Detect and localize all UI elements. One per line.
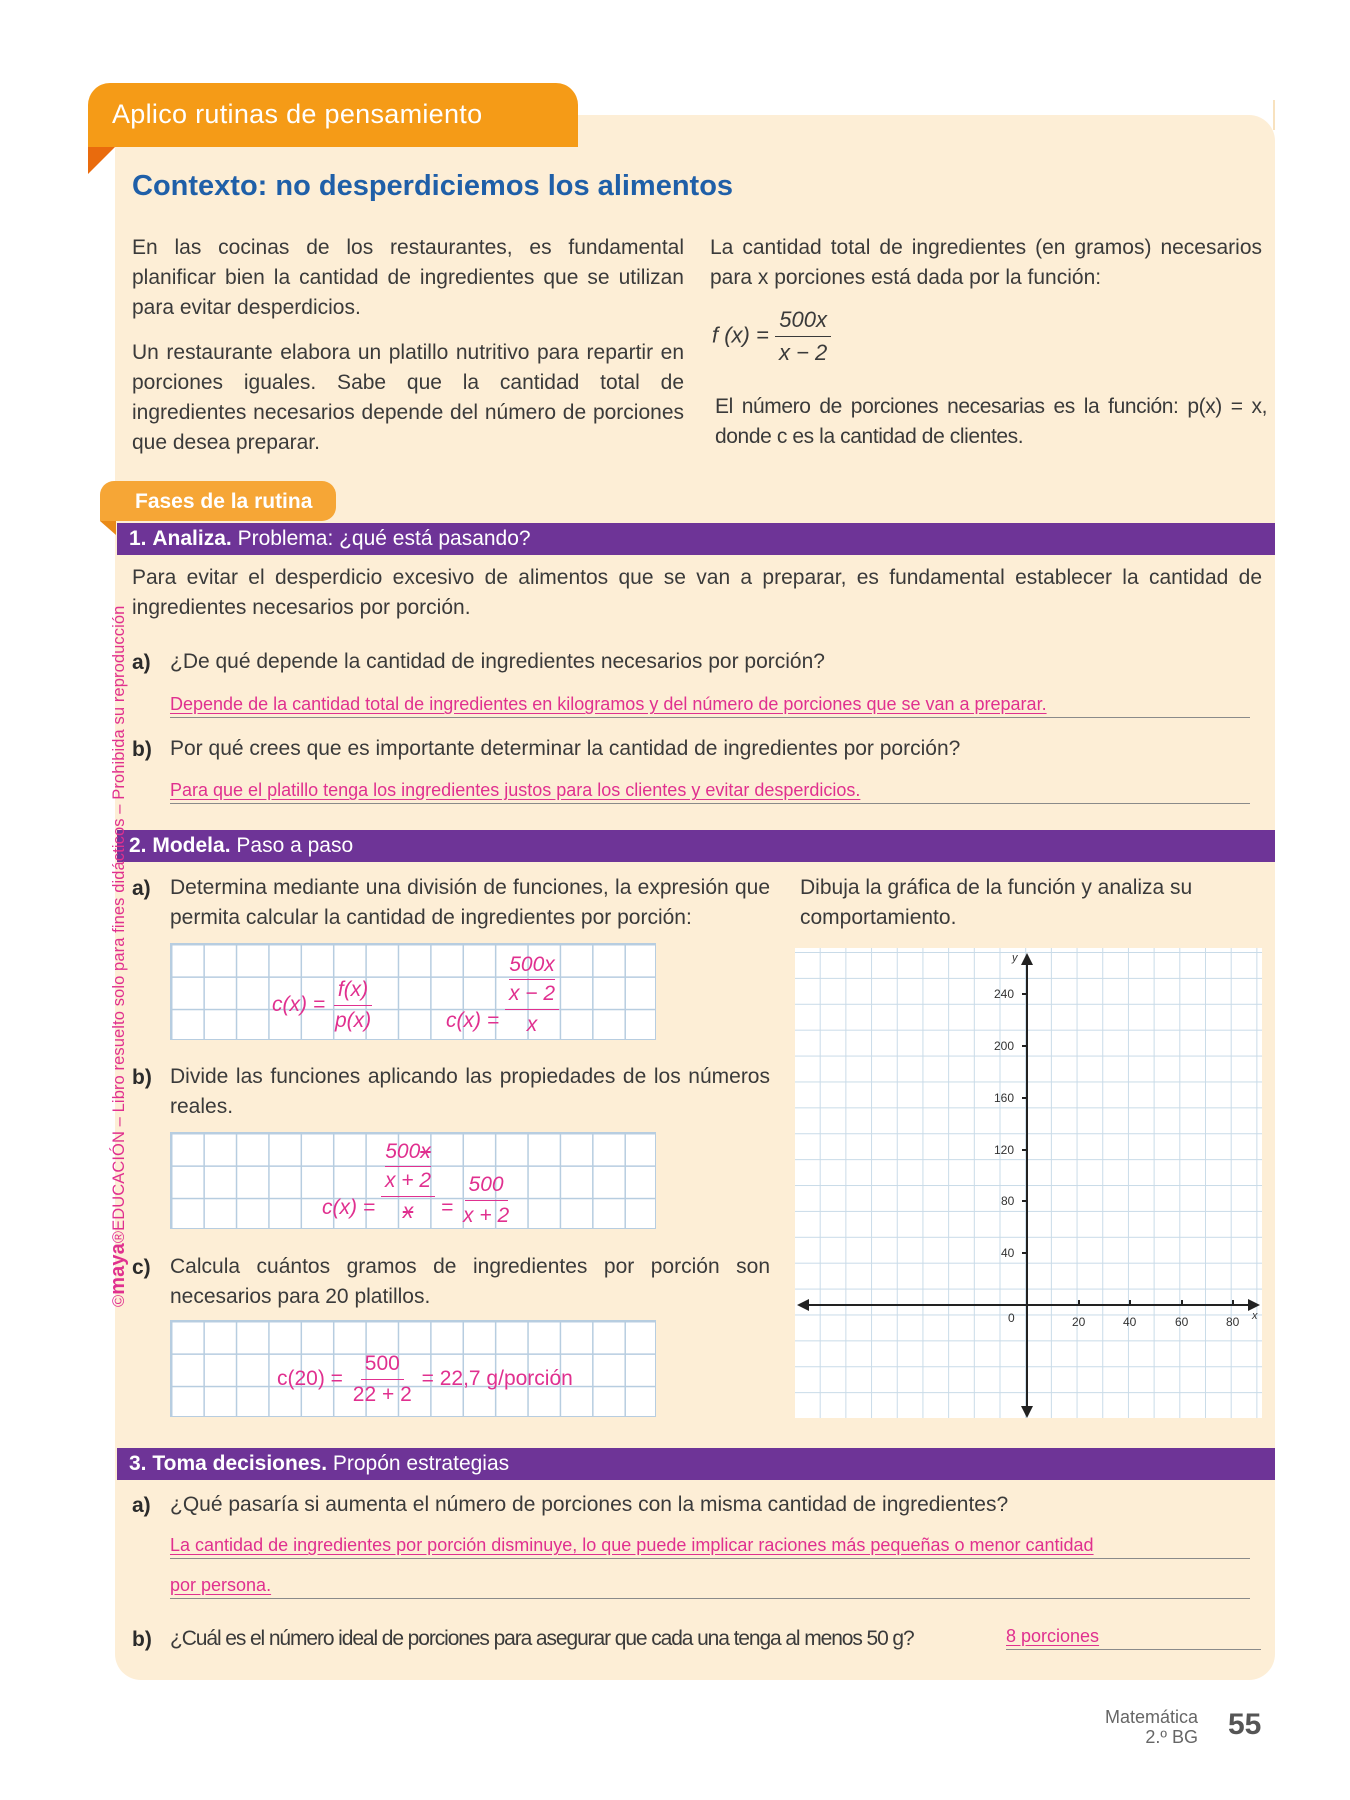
formula-lhs: f (x) = bbox=[712, 322, 769, 348]
phases-tab-fold bbox=[100, 521, 116, 535]
context-title: Contexto: no desperdiciemos los alimentos bbox=[132, 170, 734, 202]
step-2-header bbox=[117, 830, 1275, 862]
step-2-title: Modela. bbox=[152, 834, 231, 857]
work-grid-2a bbox=[170, 943, 656, 1040]
y-tick-160: 160 bbox=[994, 1091, 1015, 1105]
step-2-subtitle: Paso a paso bbox=[236, 834, 354, 857]
question-2c-text: Calcula cuántos gramos de ingredientes por porción son necesarios para 20 platillos. bbox=[170, 1255, 770, 1308]
equation-simplification: c(x) = 500x x + 2 x = $\frac{500}{x + 2}$ bbox=[322, 1140, 510, 1227]
question-3a-text: ¿Qué pasaría si aumenta el número de porciones con la misma cantidad de ingredientes? bbox=[170, 1493, 1009, 1516]
answer-3a-line-2[interactable]: por persona. bbox=[170, 1575, 1250, 1599]
answer-3a-line-1[interactable]: La cantidad de ingredientes por porción disminuye, lo que puede implicar raciones más pequeñas o menor cantidad bbox=[170, 1535, 1250, 1559]
step-1-title: Analiza. bbox=[152, 527, 232, 550]
footer-subject: Matemática 2.º BG bbox=[1104, 1707, 1198, 1747]
x-axis-label: x bbox=[1252, 1310, 1258, 1322]
x-tick-80: 80 bbox=[1226, 1315, 1240, 1329]
question-1a-letter: a) bbox=[132, 651, 151, 674]
question-1b-text: Por qué crees que es importante determinar la cantidad de ingredientes por porción? bbox=[170, 737, 961, 760]
formula-fraction bbox=[775, 307, 831, 366]
origin-label: 0 bbox=[1008, 1311, 1015, 1325]
formula-numerator: 500x bbox=[775, 307, 831, 337]
step-3-title: Toma decisiones. bbox=[152, 1452, 328, 1475]
y-tick-40: 40 bbox=[1001, 1246, 1015, 1260]
y-axis-label: y bbox=[1012, 952, 1018, 964]
step-3-subtitle: Propón estrategias bbox=[332, 1452, 510, 1475]
formula-denominator: x − 2 bbox=[778, 340, 828, 365]
question-3a-letter: a) bbox=[132, 1494, 151, 1517]
step-1-subtitle: Problema: ¿qué está pasando? bbox=[237, 527, 531, 550]
answer-1a[interactable]: Depende de la cantidad total de ingredientes en kilogramos y del número de porciones que se van a preparar. bbox=[170, 694, 1250, 718]
section-tab-label: Aplico rutinas de pensamiento bbox=[112, 99, 483, 129]
step-1-number: 1. bbox=[129, 527, 147, 550]
context-paragraph-1: En las cocinas de los restaurantes, es fundamental planificar bien la cantidad de ingredientes que se utilizan para evitar desperdicios. bbox=[132, 236, 684, 319]
question-2b-letter: b) bbox=[132, 1066, 152, 1089]
section-tab-fold bbox=[88, 147, 115, 174]
panel-edge-rule bbox=[1273, 100, 1275, 130]
equation-c-compound: c(x) = 500x x − 2 x bbox=[446, 953, 559, 1037]
equation-c-equals-f-over-p: c(x) = $\frac{f(x)}{p(x)}$ bbox=[272, 978, 372, 1032]
question-1a-text: ¿De qué depende la cantidad de ingredientes necesarios por porción? bbox=[170, 650, 825, 673]
y-tick-240: 240 bbox=[994, 987, 1015, 1001]
question-2c-letter: c) bbox=[132, 1256, 151, 1279]
step-1-header bbox=[117, 523, 1275, 555]
cancelled-x: x bbox=[420, 1140, 431, 1163]
y-tick-200: 200 bbox=[994, 1039, 1015, 1053]
x-tick-40: 40 bbox=[1123, 1315, 1137, 1329]
x-tick-20: 20 bbox=[1072, 1315, 1086, 1329]
context-paragraph-3: La cantidad total de ingredientes (en gramos) necesarios para x porciones está dada por la función: bbox=[710, 236, 1262, 289]
y-tick-80: 80 bbox=[1001, 1194, 1015, 1208]
context-paragraph-2: Un restaurante elabora un platillo nutritivo para repartir en porciones iguales. Sabe que la cantidad total de ingredientes necesarios depende del número de porciones que desea preparar. bbox=[132, 341, 684, 454]
axes bbox=[795, 948, 1262, 1418]
question-2b-text: Divide las funciones aplicando las propiedades de los números reales. bbox=[170, 1065, 770, 1118]
page-number: 55 bbox=[1228, 1708, 1262, 1741]
brand-logo: maya bbox=[107, 1243, 129, 1295]
cancelled-x-denominator: x bbox=[402, 1200, 414, 1223]
answer-3b[interactable]: 8 porciones bbox=[1006, 1626, 1261, 1650]
copyright-watermark: ©maya®EDUCACIÓN – Libro resuelto solo para fines didácticos – Prohibida su reproducción bbox=[107, 605, 129, 1307]
question-2a-text: Determina mediante una división de funciones, la expresión que permita calcular la cantidad de ingredientes por porción: bbox=[170, 876, 770, 929]
x-tick-60: 60 bbox=[1175, 1315, 1189, 1329]
step-1-intro: Para evitar el desperdicio excesivo de alimentos que se van a preparar, es fundamental establecer la cantidad de ingredientes necesarios por porción. bbox=[132, 566, 1262, 619]
step-3-number: 3. bbox=[129, 1452, 147, 1475]
context-paragraph-4: El número de porciones necesarias es la función: p(x) = x, donde c es la cantidad de clientes. bbox=[715, 395, 1267, 448]
answer-1b[interactable]: Para que el platillo tenga los ingredientes justos para los clientes y evitar desperdicios. bbox=[170, 780, 1250, 804]
question-1b-letter: b) bbox=[132, 738, 152, 761]
coordinate-grid[interactable] bbox=[795, 948, 1262, 1418]
function-f-formula bbox=[712, 307, 831, 366]
step-2-number: 2. bbox=[129, 834, 147, 857]
step-3-header bbox=[117, 1448, 1275, 1480]
phases-tab-label: Fases de la rutina bbox=[135, 490, 313, 513]
equation-c-of-20: c(20) = $\frac{500}{22 + 2}$ = 22,7 g/porción bbox=[277, 1352, 573, 1406]
graph-prompt: Dibuja la gráfica de la función y analiza su comportamiento. bbox=[800, 876, 1193, 929]
question-2a-letter: a) bbox=[132, 877, 151, 900]
y-tick-120: 120 bbox=[994, 1143, 1015, 1157]
question-3b-text: ¿Cuál es el número ideal de porciones para asegurar que cada una tenga al menos 50 g? bbox=[170, 1627, 914, 1650]
question-3b-letter: b) bbox=[132, 1628, 152, 1651]
